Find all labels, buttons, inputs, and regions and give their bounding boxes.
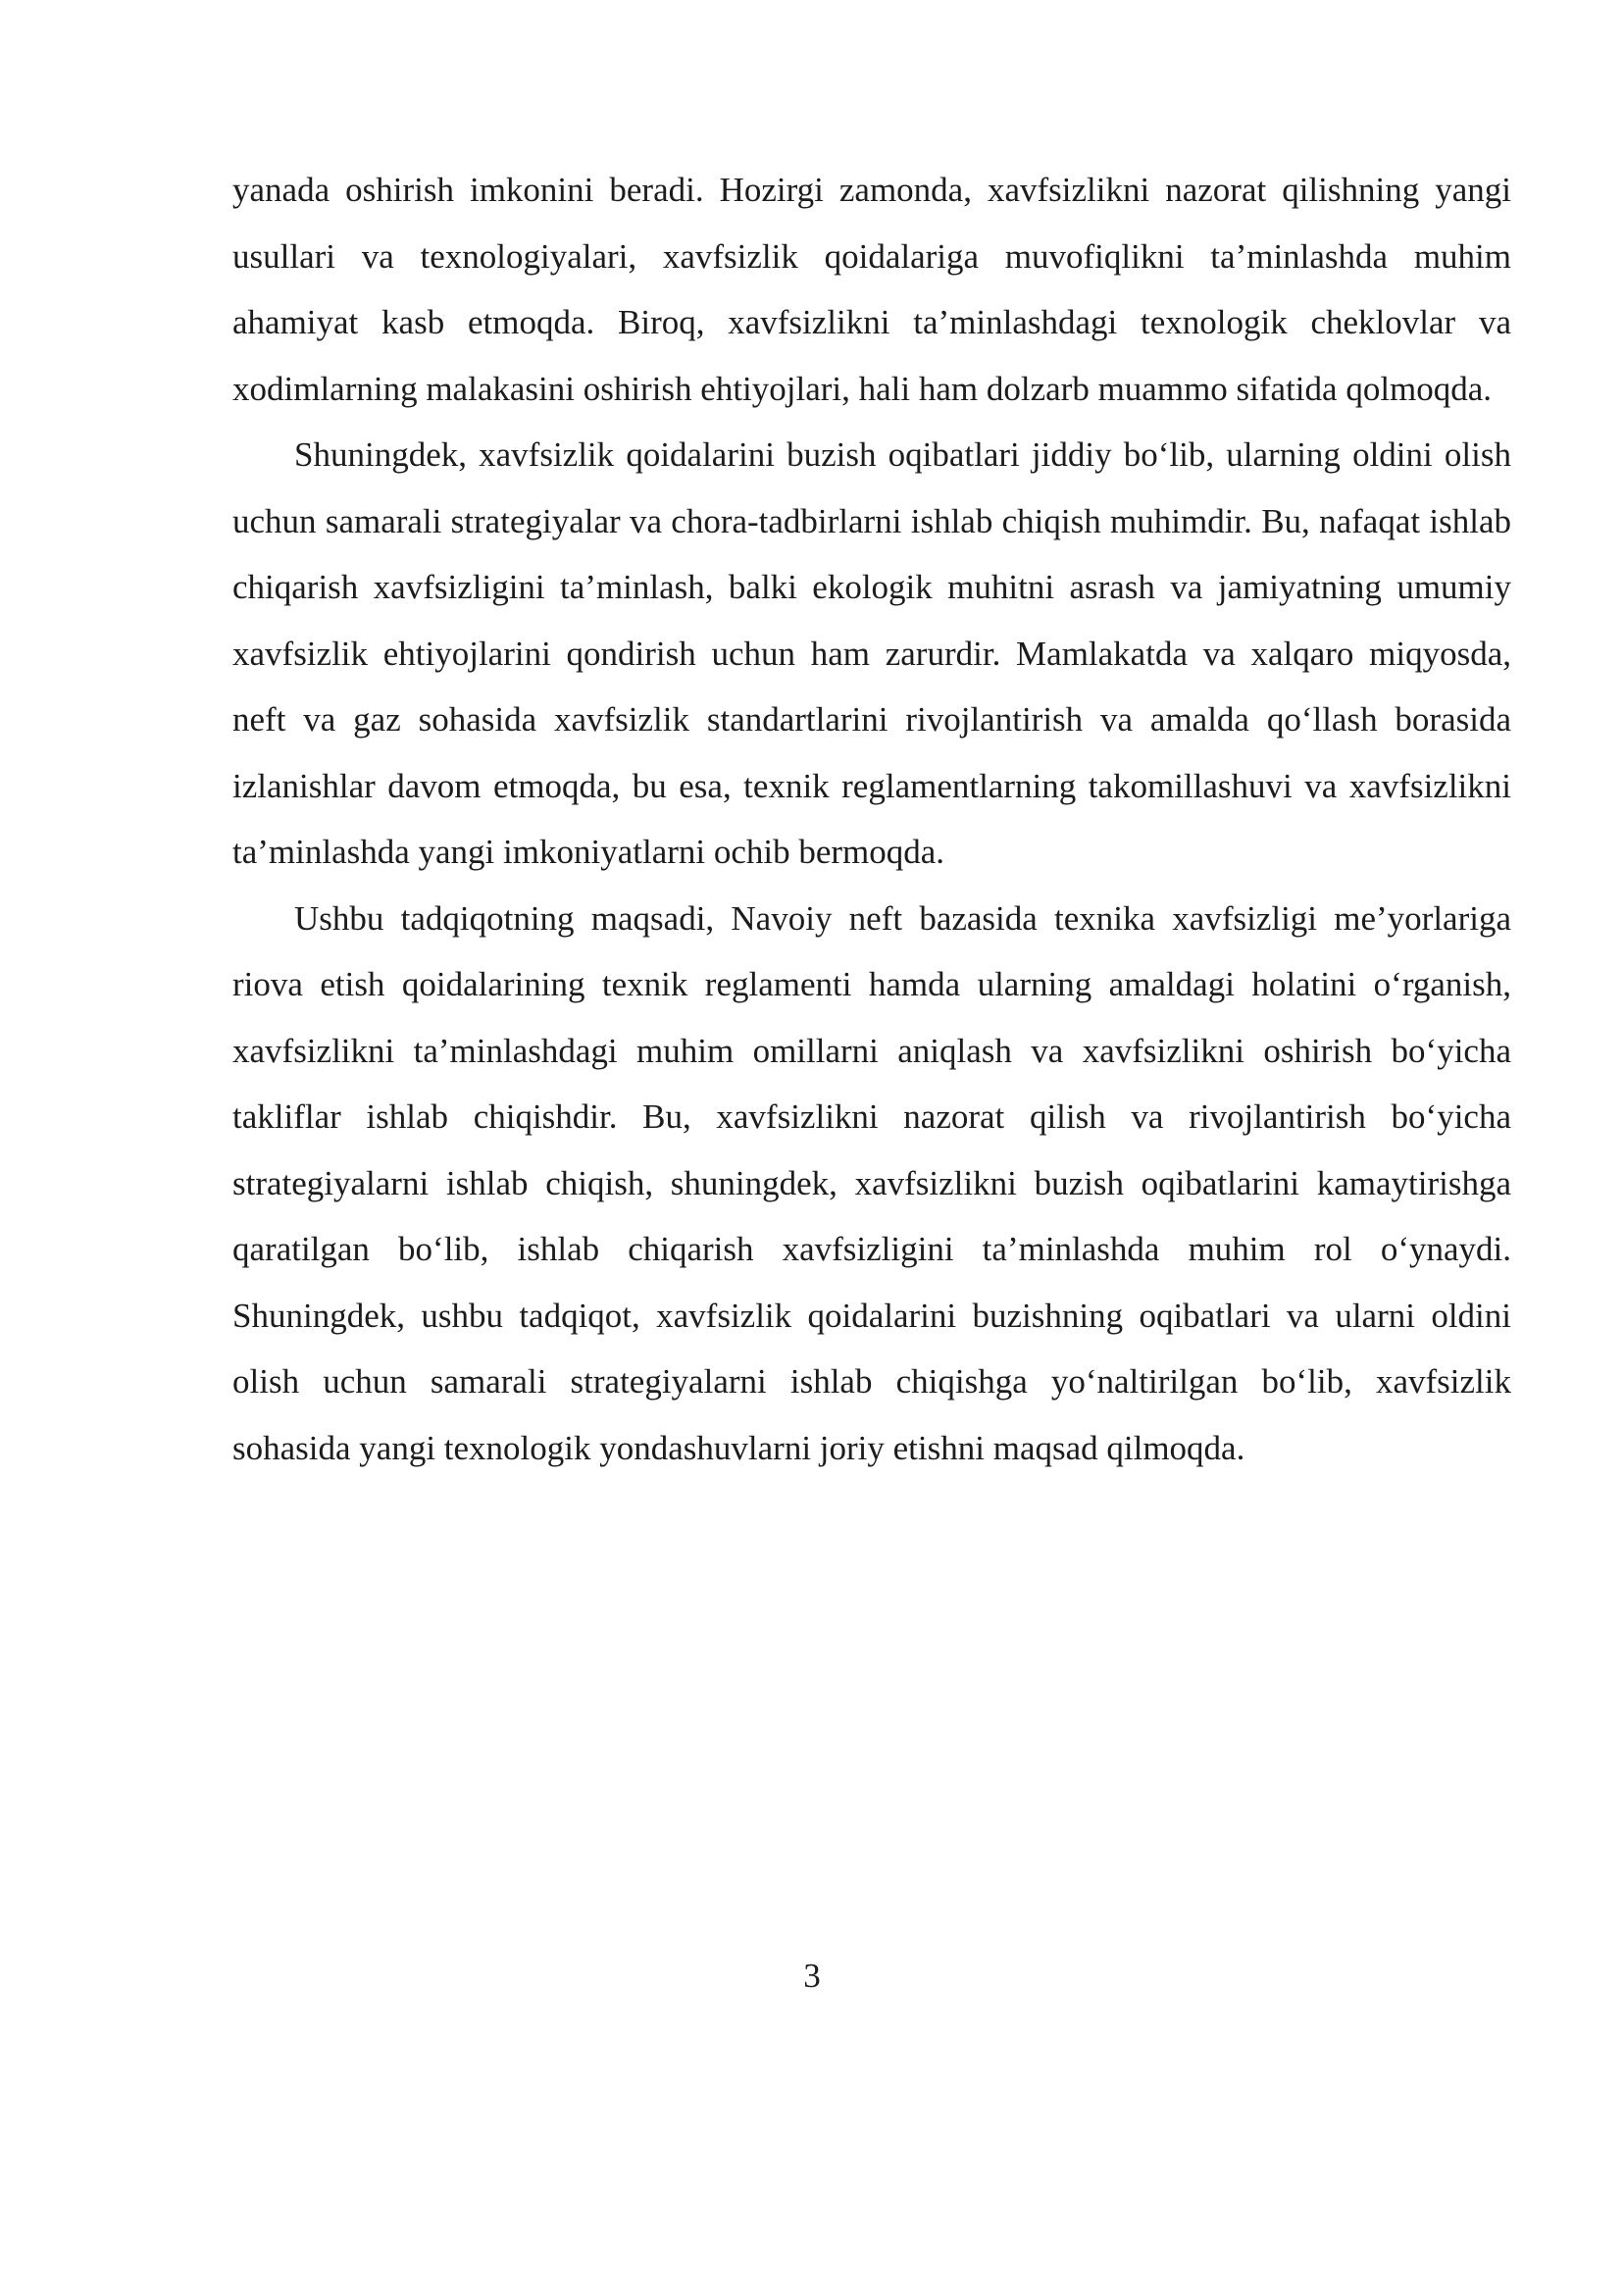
document-body — [232, 157, 1511, 1481]
paragraph-continuation: yanada oshirish imkonini beradi. Hozirgi zamonda, xavfsizlikni nazorat qilishning yangi usullari va texnologiyalari, xavfsizlik qoidalariga muvofiqlikni ta’minlashda muhim ahamiyat kasb etmoqda. Biroq, xavfsizlikni ta’minlashdagi texnologik cheklovlar va xodimlarning malakasini oshirish ehtiyojlari, hali ham dolzarb muammo sifatida qolmoqda. — [232, 171, 1511, 408]
page-number: 3 — [803, 1957, 821, 1995]
paragraph-consequences: Shuningdek, xavfsizlik qoidalarini buzish oqibatlari jiddiy bo‘lib, ularning oldini olish uchun samarali strategiyalar va chora-tadbirlarni ishlab chiqish muhimdir. Bu, nafaqat ishlab chiqarish xavfsizligini ta’minlash, balki ekologik muhitni asrash va jamiyatning umumiy xavfsizlik ehtiyojlarini qondirish uchun ham zarurdir. Mamlakatda va xalqaro miqyosda, neft va gaz sohasida xavfsizlik standartlarini rivojlantirish va amalda qo‘llash borasida izlanishlar davom etmoqda, bu esa, texnik reglamentlarning takomillashuvi va xavfsizlikni ta’minlashda yangi imkoniyatlarni ochib bermoqda. — [232, 435, 1511, 871]
paragraph-research-goal: Ushbu tadqiqotning maqsadi, Navoiy neft bazasida texnika xavfsizligi me’yorlariga riova etish qoidalarining texnik reglamenti hamda ularning amaldagi holatini o‘rganish, xavfsizlikni ta’minlashdagi muhim omillarni aniqlash va xavfsizlikni oshirish bo‘yicha takliflar ishlab chiqishdir. Bu, xavfsizlikni nazorat qilish va rivojlantirish bo‘yicha strategiyalarni ishlab chiqish, shuningdek, xavfsizlikni buzish oqibatlarini kamaytirishga qaratilgan bo‘lib, ishlab chiqarish xavfsizligini ta’minlashda muhim rol o‘ynaydi. Shuningdek, ushbu tadqiqot, xavfsizlik qoidalarini buzishning oqibatlari va ularni oldini olish uchun samarali strategiyalarni ishlab chiqishga yo‘naltirilgan bo‘lib, xavfsizlik sohasida yangi texnologik yondashuvlarni joriy etishni maqsad qilmoqda. — [232, 898, 1511, 1467]
